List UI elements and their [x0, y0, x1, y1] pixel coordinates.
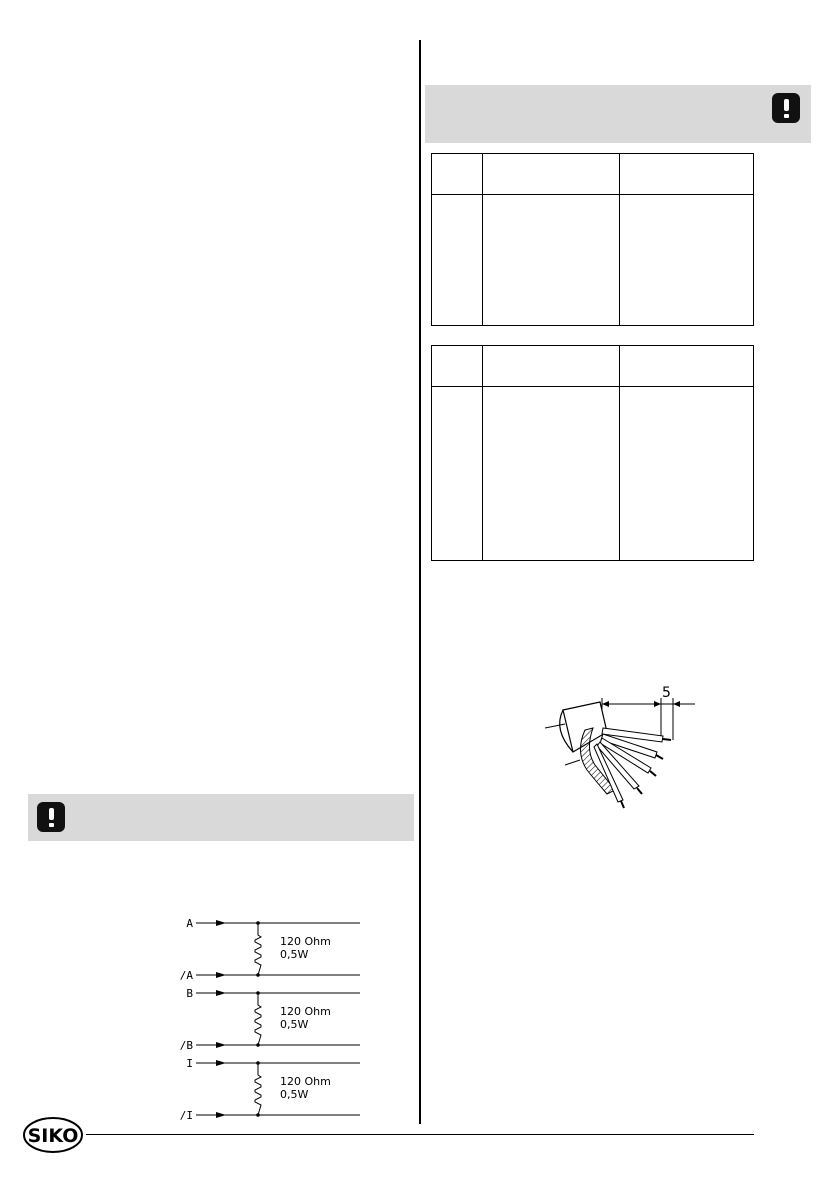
table-2: [431, 345, 754, 561]
siko-logo: [22, 1115, 84, 1155]
logo-text: SIKO: [27, 1125, 79, 1147]
note-box-right: [425, 85, 811, 143]
arrowhead: [216, 1060, 226, 1066]
signal-label: A: [186, 917, 193, 930]
exclamation-icon: [37, 802, 65, 832]
signal-label: I: [186, 1057, 193, 1070]
resistor-power: 0,5W: [280, 1088, 309, 1101]
resistor-symbol: [255, 1063, 261, 1115]
footer-rule: [86, 1134, 754, 1135]
resistor-value: 120 Ohm: [280, 1005, 331, 1018]
table-1: [431, 153, 754, 326]
signal-label: /I: [179, 1109, 193, 1122]
column-divider: [419, 40, 421, 1124]
arrowhead: [216, 920, 226, 926]
cable-stripping-figure: [545, 680, 715, 815]
arrowhead: [216, 1112, 226, 1118]
resistor-power: 0,5W: [280, 948, 309, 961]
dimension-label: 5: [662, 685, 671, 701]
arrowhead: [216, 972, 226, 978]
resistor-symbol: [255, 993, 261, 1045]
signal-label: /B: [179, 1039, 193, 1052]
signal-label: B: [186, 987, 193, 1000]
exclamation-icon: [772, 93, 800, 123]
arrowhead: [216, 1042, 226, 1048]
resistor-power: 0,5W: [280, 1018, 309, 1031]
resistor-value: 120 Ohm: [280, 935, 331, 948]
resistor-value: 120 Ohm: [280, 1075, 331, 1088]
resistor-symbol: [255, 923, 261, 975]
termination-diagram: [160, 910, 370, 1125]
arrowhead: [216, 990, 226, 996]
note-box-left: [28, 794, 414, 841]
signal-label: /A: [179, 969, 193, 982]
